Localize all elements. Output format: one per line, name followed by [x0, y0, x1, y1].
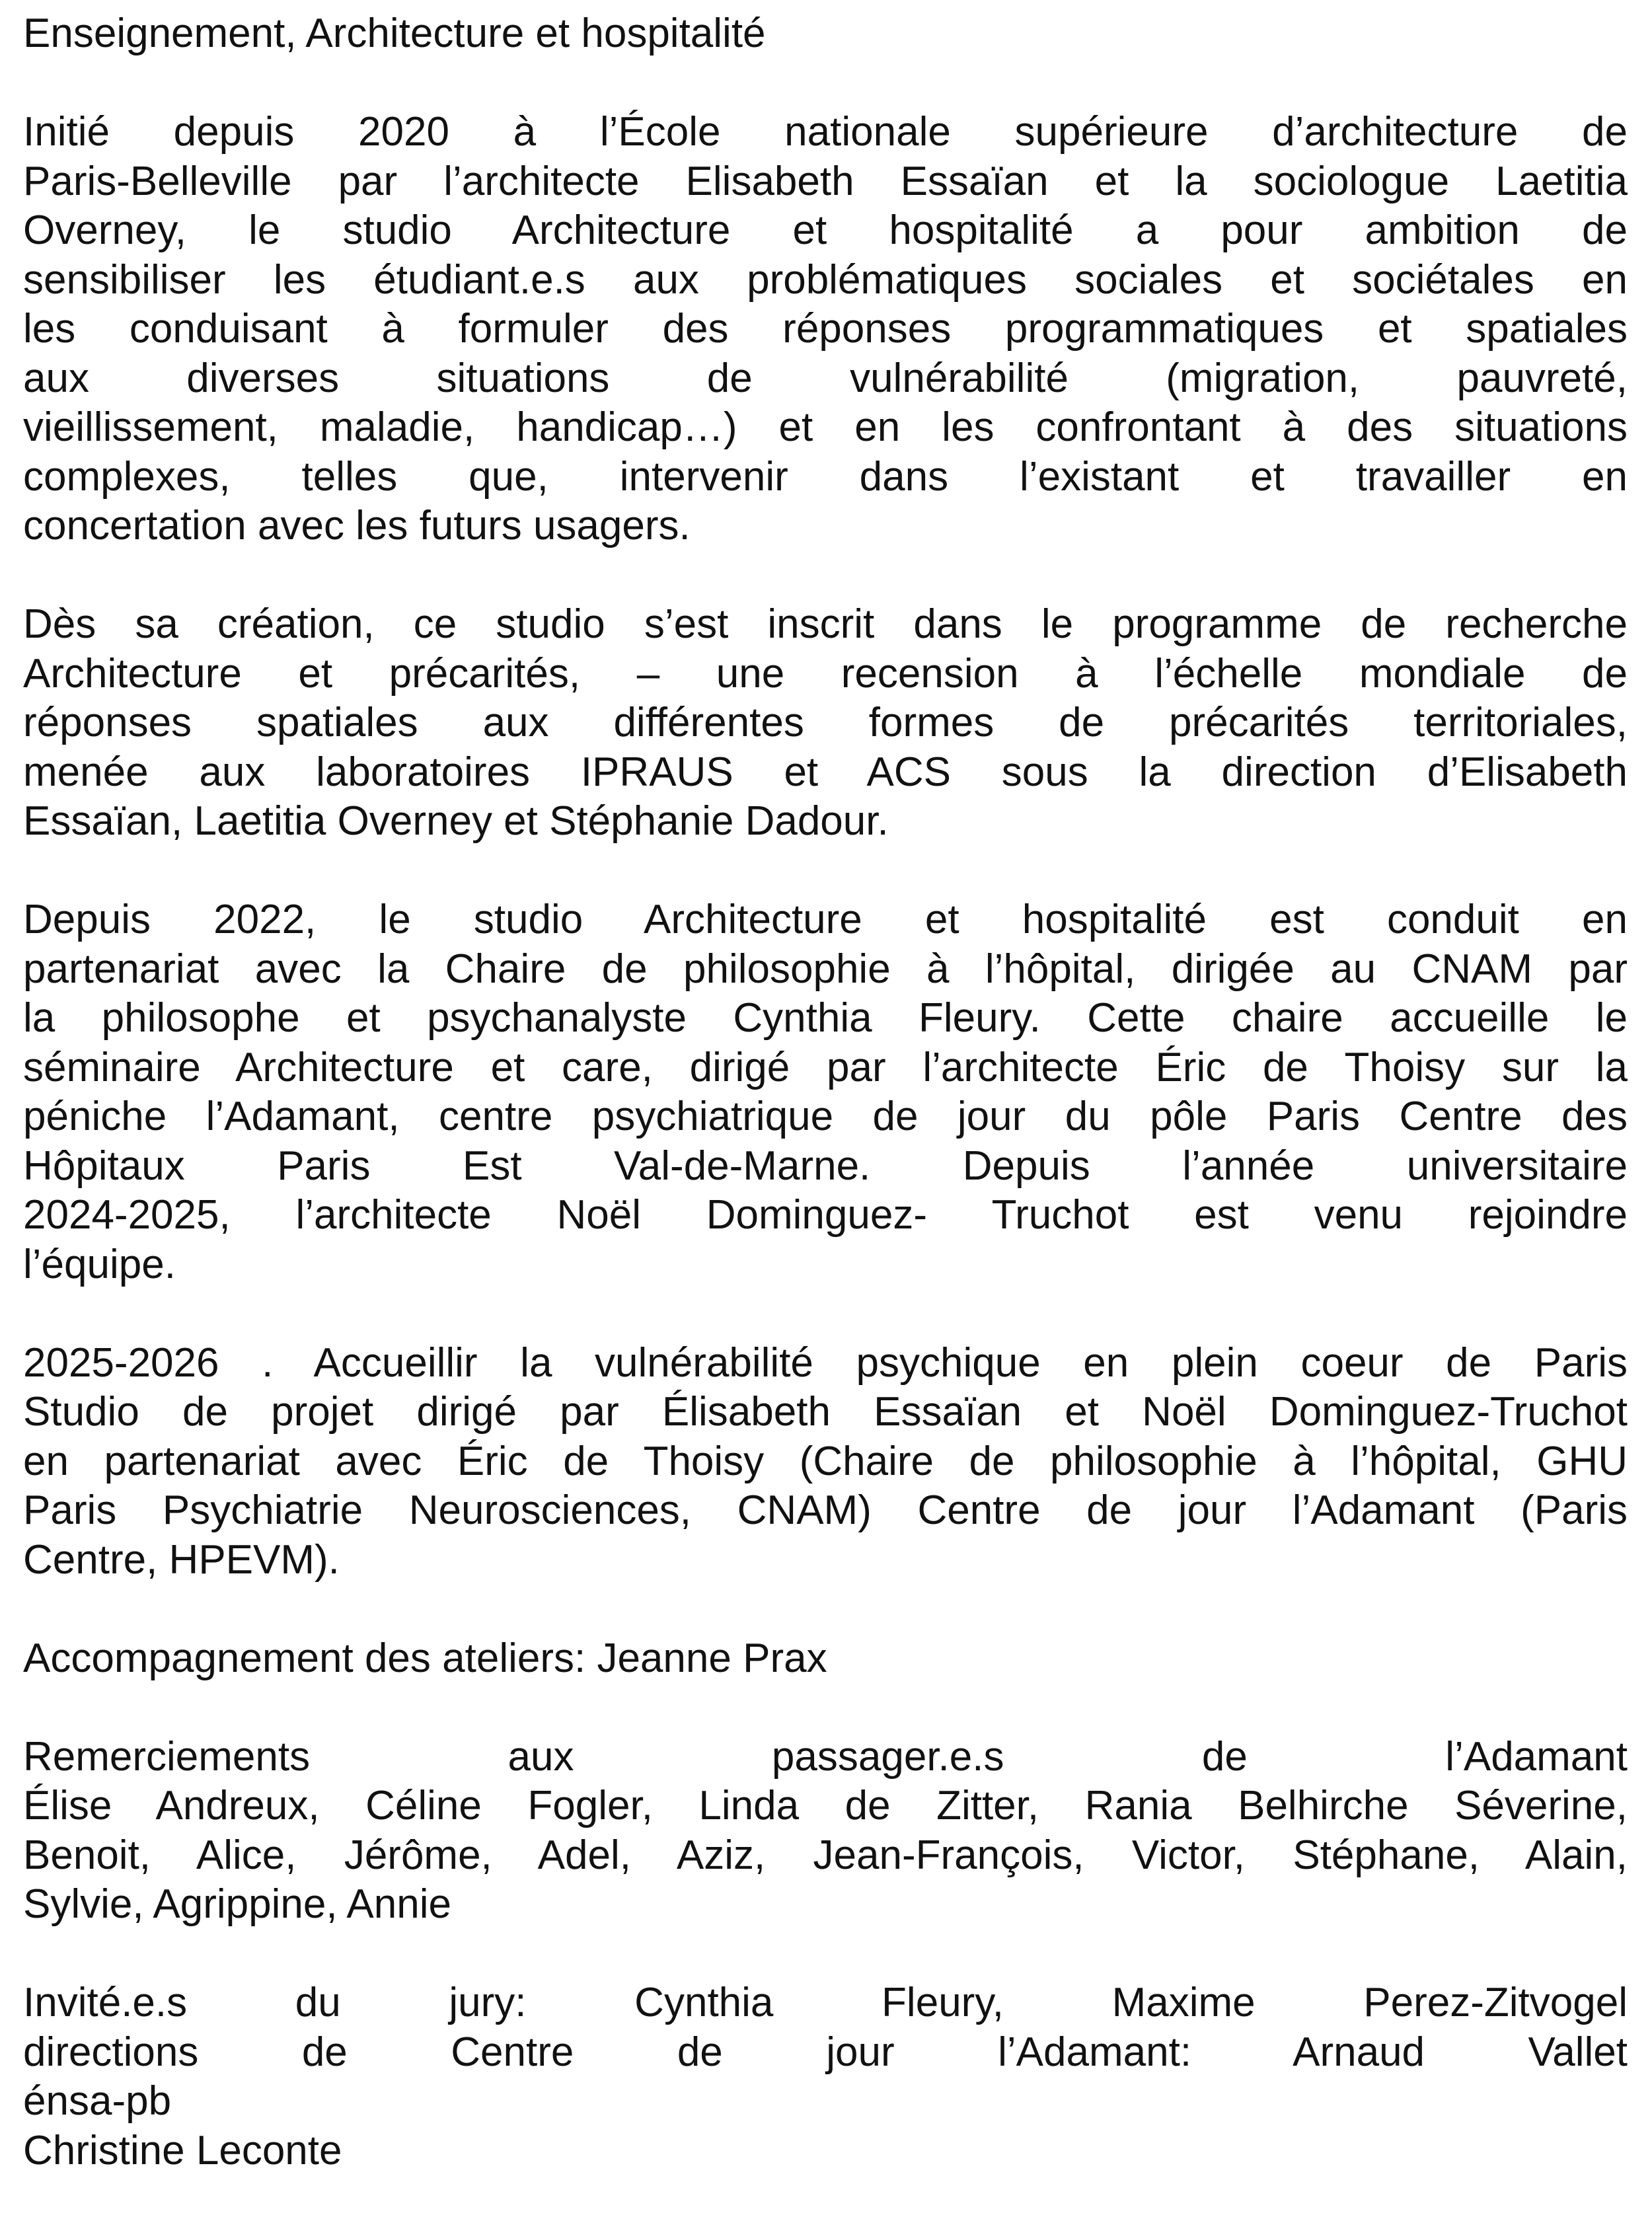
- document-title: Enseignement, Architecture et hospitalité: [23, 11, 766, 56]
- paragraph: [23, 1733, 1628, 1930]
- paragraph: [23, 108, 1628, 551]
- text-line: 2025-2026 . Accueillir la vulnérabilité psychique en plein coeur de Paris: [23, 1339, 1628, 1386]
- paragraph: [23, 895, 1628, 1289]
- text-line: Remerciements aux passager.e.s de l’Adamant: [23, 1733, 1628, 1780]
- text-line: Accompagnement des ateliers: Jeanne Prax: [23, 1635, 827, 1681]
- text-line: Initié depuis 2020 à l’École nationale supérieure d’architecture de: [23, 109, 1628, 155]
- text-line: partenariat avec la Chaire de philosophie à l’hôpital, dirigée au CNAM par: [23, 946, 1628, 992]
- text-line: Dès sa création, ce studio s’est inscrit dans le programme de recherche: [23, 601, 1628, 647]
- text-line: Depuis 2022, le studio Architecture et hospitalité est conduit en: [23, 897, 1628, 942]
- text-line: 2024-2025, l’architecte Noël Dominguez- Truchot est venu rejoindre: [23, 1192, 1628, 1238]
- text-line: Benoit, Alice, Jérôme, Adel, Aziz, Jean-François, Victor, Stéphane, Alain,: [23, 1832, 1628, 1878]
- text-line: Paris-Belleville par l’architecte Elisabeth Essaïan et la sociologue Laetitia: [23, 158, 1628, 204]
- text-line: Christine Leconte: [23, 2127, 342, 2173]
- document-page: [23, 9, 1628, 2175]
- text-line: directions de Centre de jour l’Adamant: Arnaud Vallet: [23, 2029, 1628, 2075]
- text-line: Centre, HPEVM).: [23, 1536, 340, 1583]
- text-line: Architecture et précarités, – une recension à l’échelle mondiale de: [23, 650, 1628, 696]
- text-line: Essaïan, Laetitia Overney et Stéphanie Dadour.: [23, 798, 889, 844]
- text-line: Élise Andreux, Céline Fogler, Linda de Zitter, Rania Belhirche Séverine,: [23, 1783, 1628, 1828]
- text-line: Sylvie, Agrippine, Annie: [23, 1881, 451, 1927]
- text-line: réponses spatiales aux différentes formes de précarités territoriales,: [23, 700, 1628, 745]
- paragraph: [23, 1634, 1628, 1684]
- text-line: Studio de projet dirigé par Élisabeth Essaïan et Noël Dominguez-Truchot: [23, 1389, 1628, 1435]
- text-line: péniche l’Adamant, centre psychiatrique de jour du pôle Paris Centre des: [23, 1094, 1628, 1139]
- text-line: vieillissement, maladie, handicap…) et en les confrontant à des situations: [23, 404, 1628, 450]
- text-line: aux diverses situations de vulnérabilité (migration, pauvreté,: [23, 355, 1628, 401]
- text-line: menée aux laboratoires IPRAUS et ACS sous la direction d’Elisabeth: [23, 749, 1628, 795]
- text-line: Overney, le studio Architecture et hospitalité a pour ambition de: [23, 207, 1628, 253]
- text-line: complexes, telles que, intervenir dans l’existant et travailler en: [23, 453, 1628, 500]
- paragraph: [23, 600, 1628, 846]
- text-line: l’équipe.: [23, 1241, 176, 1287]
- text-line: Hôpitaux Paris Est Val-de-Marne. Depuis l’année universitaire: [23, 1143, 1628, 1189]
- text-line: la philosophe et psychanalyste Cynthia Fleury. Cette chaire accueille le: [23, 995, 1628, 1041]
- document-body: [23, 108, 1628, 2175]
- text-line: énsa-pb: [23, 2078, 172, 2124]
- text-line: en partenariat avec Éric de Thoisy (Chaire de philosophie à l’hôpital, GHU: [23, 1438, 1628, 1484]
- text-line: les conduisant à formuler des réponses programmatiques et spatiales: [23, 306, 1628, 352]
- text-line: séminaire Architecture et care, dirigé par l’architecte Éric de Thoisy sur la: [23, 1044, 1628, 1090]
- text-line: sensibiliser les étudiant.e.s aux problématiques sociales et sociétales en: [23, 256, 1628, 303]
- paragraph: [23, 1978, 1628, 2175]
- text-line: Invité.e.s du jury: Cynthia Fleury, Maxime Perez-Zitvogel: [23, 1980, 1628, 2025]
- paragraph: [23, 1339, 1628, 1585]
- text-line: concertation avec les futurs usagers.: [23, 503, 691, 548]
- text-line: Paris Psychiatrie Neurosciences, CNAM) Centre de jour l’Adamant (Paris: [23, 1487, 1628, 1533]
